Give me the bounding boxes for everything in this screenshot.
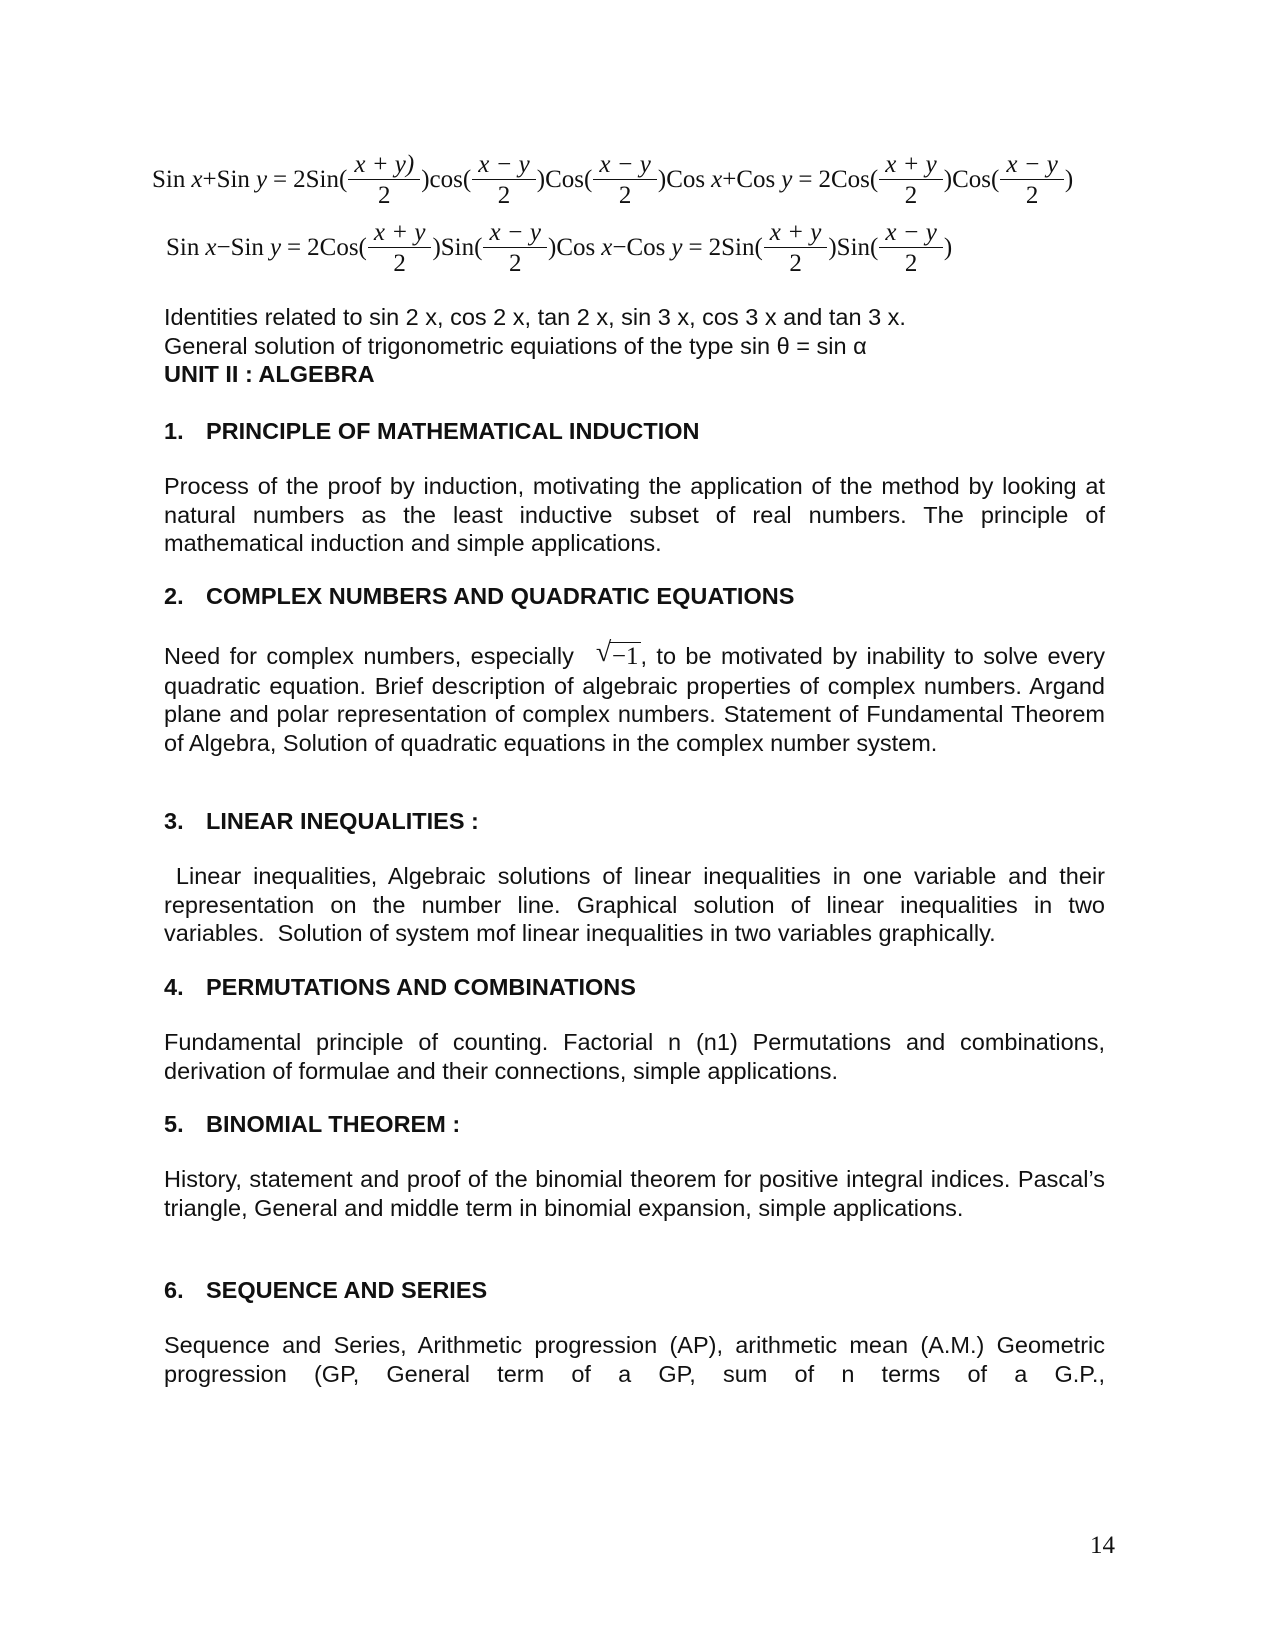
- section-body-induction: Process of the proof by induction, motivating the application of the method by looking at natural numbers as the least inductive subset of real numbers. The principle of mathematical induction and simple applications.: [164, 473, 1105, 556]
- sum-to-product-formula-line-1: [152, 152, 1073, 208]
- body-text: , to be motivated by inability to solve every quadratic equation. Brief description of algebraic properties of complex numbers. Argand plane and polar representation of complex numbers. Statement of Fundamental Theorem of Algebra, Solution of quadratic equations in the complex number system.: [164, 643, 1105, 756]
- section-heading-sequence-series: [164, 1276, 487, 1304]
- section-title: LINEAR INEQUALITIES :: [206, 808, 479, 834]
- section-heading-induction: [164, 417, 699, 445]
- formula-text: )Sin(: [432, 234, 483, 261]
- formula-text: Cos: [736, 166, 776, 193]
- section-heading-linear-inequalities: [164, 807, 479, 835]
- formula-operator: −: [216, 234, 231, 261]
- section-title: COMPLEX NUMBERS AND QUADRATIC EQUATIONS: [206, 583, 795, 609]
- section-title: PERMUTATIONS AND COMBINATIONS: [206, 974, 636, 1000]
- formula-var: y: [781, 166, 793, 193]
- section-heading-binomial-theorem: [164, 1110, 460, 1138]
- formula-operator: −: [612, 234, 627, 261]
- formula-text: Sin: [166, 234, 200, 261]
- formula-var: x: [191, 166, 203, 193]
- section-heading-complex-numbers: [164, 582, 794, 610]
- section-title: BINOMIAL THEOREM :: [206, 1111, 461, 1137]
- formula-operator: =: [287, 234, 302, 261]
- fraction: $\frac{x - y}{2}$: [472, 152, 536, 208]
- formula-text: 2Sin(: [708, 234, 763, 261]
- formula-text: ): [1064, 166, 1074, 193]
- section-body-complex-numbers: [164, 637, 1105, 757]
- section-body-binomial-theorem: History, statement and proof of the binomial theorem for positive integral indices. Pascal’s triangle, General and middle term in binomial expansion, simple applications.: [164, 1166, 1105, 1221]
- radical-sign-icon: √: [595, 637, 612, 668]
- formula-text: )Cos: [657, 166, 706, 193]
- formula-operator: +: [722, 166, 737, 193]
- formula-text: 2Cos(: [307, 234, 367, 261]
- formula-var: y: [671, 234, 683, 261]
- square-root-expression: √ −1: [595, 637, 639, 670]
- fraction: $\frac{x + y}{2}$: [764, 220, 828, 276]
- formula-text: )Sin(: [828, 234, 879, 261]
- general-solution-line: General solution of trigonometric equiations of the type sin θ = sin α: [164, 333, 867, 359]
- formula-operator: +: [202, 166, 217, 193]
- formula-text: Sin: [216, 166, 250, 193]
- section-body-permutations: Fundamental principle of counting. Factorial n (n1) Permutations and combinations, derivation of formulae and their connections, simple applications.: [164, 1029, 1105, 1084]
- section-number: 1.: [164, 418, 184, 444]
- formula-text: 2Cos(: [818, 166, 879, 193]
- formula-operator: =: [688, 234, 703, 261]
- fraction: $\frac{x + y}{2}$: [879, 152, 943, 208]
- formula-text: 2Sin(: [293, 166, 348, 193]
- formula-text: )Cos: [548, 234, 596, 261]
- formula-text: )Cos(: [536, 166, 593, 193]
- section-body-linear-inequalities: Linear inequalities, Algebraic solutions of linear inequalities in one variable and their representation on the number line. Graphical solution of linear inequalities in two variables. Solution of system mof linear inequalities in two variables graphically.: [164, 863, 1112, 946]
- sum-to-product-formula-line-2: [166, 220, 952, 276]
- formula-operator: =: [798, 166, 813, 193]
- section-number: 4.: [164, 974, 184, 1000]
- formula-var: y: [255, 166, 268, 193]
- formula-text: )cos(: [421, 166, 472, 193]
- fraction: $\frac{x - y}{2}$: [1000, 152, 1064, 208]
- formula-text: ): [943, 234, 953, 261]
- formula-text: )Cos(: [943, 166, 1000, 193]
- formula-var: x: [205, 234, 217, 261]
- fraction: $\frac{x - y}{2}$: [879, 220, 943, 276]
- unit-title: UNIT II : ALGEBRA: [164, 361, 375, 387]
- formula-var: x: [711, 166, 723, 193]
- identities-line: Identities related to sin 2 x, cos 2 x, tan 2 x, sin 3 x, cos 3 x and tan 3 x.: [164, 304, 906, 330]
- fraction: $\frac{x + y}{2}$: [368, 220, 432, 276]
- formula-text: Sin: [152, 166, 186, 193]
- formula-var: y: [269, 234, 282, 261]
- fraction: $\frac{x + y)}{2}$: [348, 152, 420, 208]
- section-body-sequence-series: Sequence and Series, Arithmetic progression (AP), arithmetic mean (A.M.) Geometric progression (GP, General term of a GP, sum of n terms of a G.P.,: [164, 1332, 1105, 1387]
- fraction: $\frac{x - y}{2}$: [593, 152, 657, 208]
- section-number: 3.: [164, 808, 184, 834]
- fraction: $\frac{x - y}{2}$: [483, 220, 547, 276]
- section-title: PRINCIPLE OF MATHEMATICAL INDUCTION: [206, 418, 700, 444]
- formula-var: x: [601, 234, 613, 261]
- section-number: 6.: [164, 1277, 184, 1303]
- section-heading-permutations: [164, 973, 636, 1001]
- formula-operator: =: [273, 166, 288, 193]
- section-title: SEQUENCE AND SERIES: [206, 1277, 488, 1303]
- section-number: 5.: [164, 1111, 184, 1137]
- formula-text: Cos: [626, 234, 666, 261]
- page-number: 14: [1090, 1532, 1115, 1559]
- body-text: Need for complex numbers, especially: [164, 643, 574, 669]
- section-number: 2.: [164, 583, 184, 609]
- formula-text: Sin: [230, 234, 264, 261]
